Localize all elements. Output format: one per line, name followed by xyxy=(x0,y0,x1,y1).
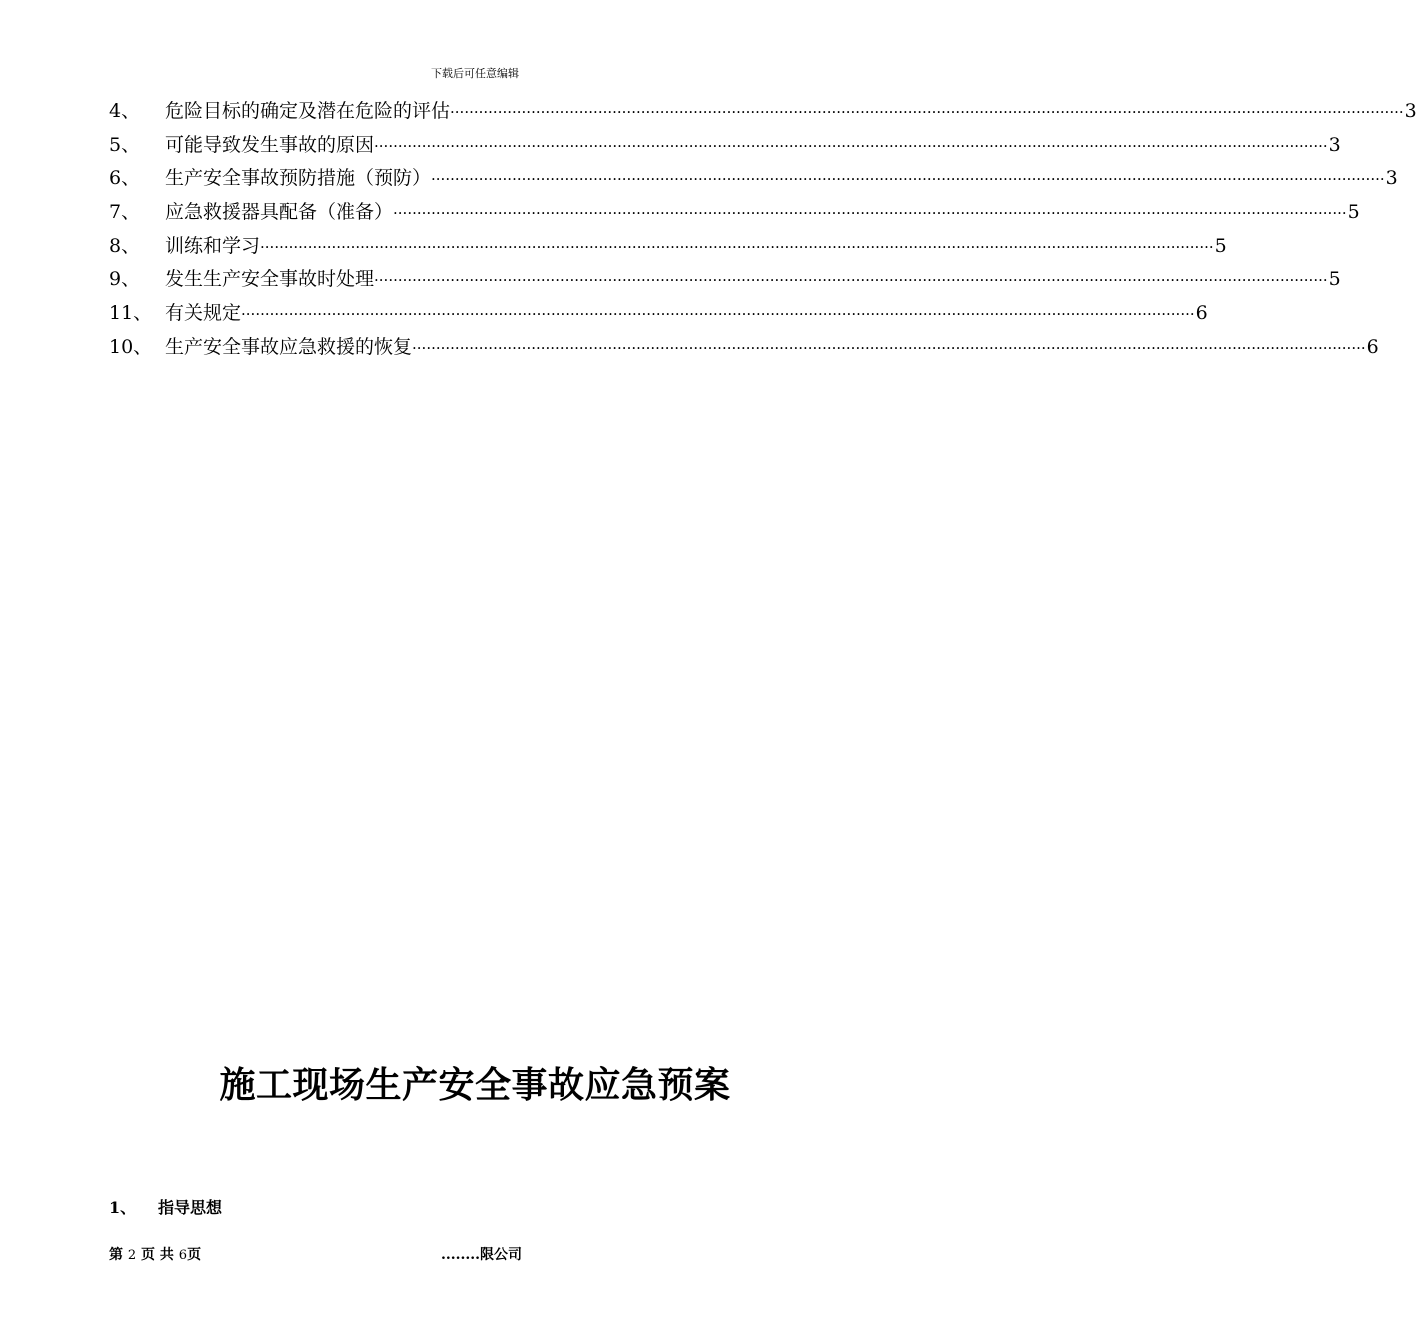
toc-leader-dots: ········································································································································································································ xyxy=(450,103,1404,121)
toc-item-number: 8、 xyxy=(109,234,141,257)
toc-item[interactable] xyxy=(109,165,1398,199)
toc-item-page: 6 xyxy=(1195,302,1208,325)
table-of-contents xyxy=(109,98,1417,368)
toc-item-number: 11、 xyxy=(109,302,153,325)
page-prefix: 第 xyxy=(109,1247,123,1263)
toc-item-page: 6 xyxy=(1366,335,1379,358)
toc-item-title: 有关规定 xyxy=(165,302,242,325)
toc-item-page: 3 xyxy=(1385,167,1398,190)
section-heading xyxy=(109,1196,222,1220)
page-footer xyxy=(0,1244,950,1266)
toc-item-page: 5 xyxy=(1328,268,1341,291)
toc-item-number: 10、 xyxy=(109,335,153,358)
toc-item-number: 7、 xyxy=(109,201,141,224)
toc-item-title: 应急救援器具配备（准备） xyxy=(165,201,394,224)
toc-item-number: 4、 xyxy=(109,100,141,122)
company-name: ........限公司 xyxy=(441,1247,522,1263)
page-current: 2 xyxy=(127,1248,137,1263)
toc-item-title: 危险目标的确定及潜在危险的评估 xyxy=(165,100,451,122)
toc-leader-dots: ········································································································································································································ xyxy=(412,338,1366,357)
page-counter xyxy=(109,1244,201,1267)
section-number: 1、 xyxy=(109,1198,137,1217)
toc-item-page: 3 xyxy=(1328,133,1341,156)
toc-item[interactable] xyxy=(109,199,1360,233)
toc-leader-dots: ········································································································································································································ xyxy=(374,271,1328,290)
toc-item-title: 训练和学习 xyxy=(165,234,261,257)
toc-leader-dots: ········································································································································································································ xyxy=(393,204,1347,223)
toc-item-title: 发生生产安全事故时处理 xyxy=(165,268,375,291)
page-total: 6 xyxy=(178,1248,188,1263)
page-mid: 页 共 xyxy=(141,1247,174,1263)
toc-leader-dots: ········································································································································································································ xyxy=(260,237,1214,256)
toc-item-title: 可能导致发生事故的原因 xyxy=(165,133,375,156)
toc-item-number: 5、 xyxy=(109,133,141,156)
toc-item-page: 5 xyxy=(1347,201,1360,224)
toc-item-number: 6、 xyxy=(109,167,141,190)
page-suffix: 页 xyxy=(187,1247,202,1263)
toc-item[interactable] xyxy=(109,98,1417,132)
document-title: 施工现场生产安全事故应急预案 xyxy=(219,1064,731,1106)
toc-item-number: 9、 xyxy=(109,268,141,291)
toc-item[interactable] xyxy=(109,233,1227,267)
toc-leader-dots: ········································································································································································································ xyxy=(374,136,1328,155)
toc-leader-dots: ········································································································································································································ xyxy=(241,305,1195,324)
toc-item[interactable] xyxy=(109,334,1379,368)
toc-leader-dots: ········································································································································································································ xyxy=(431,170,1385,189)
toc-item-title: 生产安全事故应急救援的恢复 xyxy=(165,335,413,358)
header-note: 下载后可任意编辑 xyxy=(431,67,519,80)
section-title: 指导思想 xyxy=(158,1198,223,1217)
toc-item-page: 3 xyxy=(1404,100,1417,122)
toc-item[interactable] xyxy=(109,266,1341,300)
toc-item-page: 5 xyxy=(1214,234,1227,257)
toc-item[interactable] xyxy=(109,132,1341,166)
toc-item-title: 生产安全事故预防措施（预防） xyxy=(165,167,432,190)
toc-item[interactable] xyxy=(109,300,1208,334)
